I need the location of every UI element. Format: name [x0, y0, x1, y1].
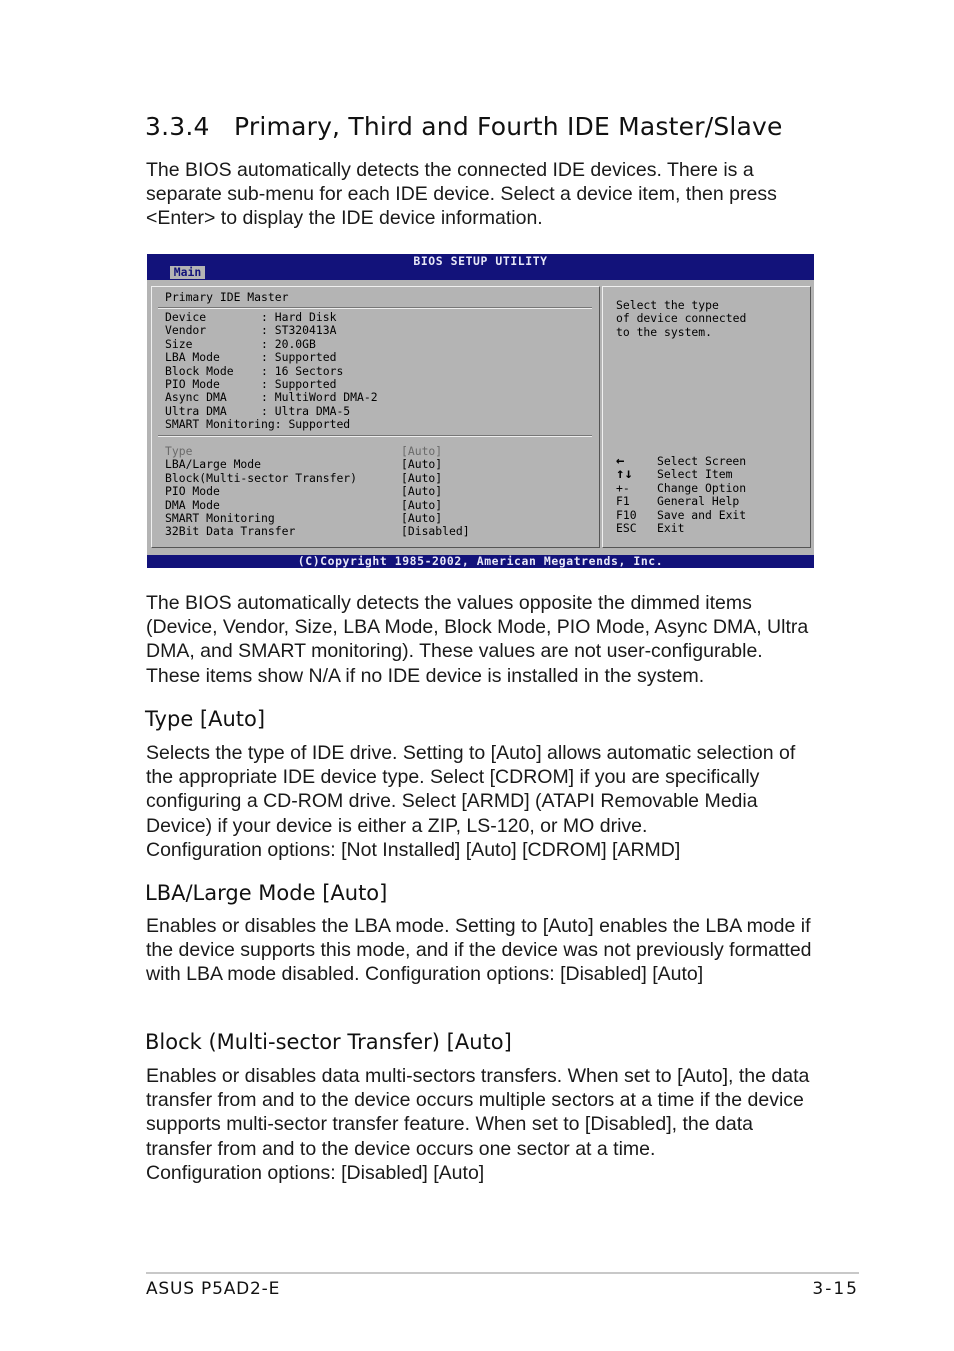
key-row: ESC Exit — [616, 520, 685, 535]
setting-32bit-data-transfer[interactable]: 32Bit Data Transfer — [165, 524, 296, 539]
key-legend — [616, 455, 746, 535]
heading-block-transfer: Block (Multi-sector Transfer) [Auto] — [145, 1030, 512, 1054]
bios-left-panel — [151, 286, 600, 548]
key-row: ↑↓ Select Item — [616, 466, 733, 483]
heading-lba-large-mode: LBA/Large Mode [Auto] — [145, 881, 388, 905]
left-arrow-icon: ← — [616, 453, 625, 469]
after-bios-paragraph: The BIOS automatically detects the values opposite the dimmed items (Device, Vendor, Size, LBA Mode, Block Mode, PIO Mode, Async DMA, Ultra DMA, and SMART monitoring). These values are not user-configurable. These items show N/A if no IDE device is installed in the system. — [146, 592, 809, 687]
key-row: F10 Save and Exit — [616, 507, 747, 522]
footer-divider — [146, 1272, 859, 1274]
setting-type-value[interactable]: [Auto] — [401, 444, 443, 458]
setting-smart-monitoring[interactable]: SMART Monitoring — [165, 511, 275, 525]
setting-value[interactable]: [Disabled] — [401, 524, 470, 539]
divider — [158, 307, 592, 309]
setting-type[interactable]: Type — [165, 444, 193, 458]
divider — [158, 435, 592, 437]
setting-value[interactable]: [Auto] — [401, 470, 443, 485]
section-title: 3.3.4 Primary, Third and Fourth IDE Master/Slave — [145, 112, 783, 141]
intro-paragraph: The BIOS automatically detects the connected IDE devices. There is a separate sub-menu for each IDE device. Select a device item, then press <Enter> to display the IDE device information. — [146, 159, 777, 230]
info-row: SMART Monitoring: Supported — [165, 417, 351, 432]
help-text-line: Select the type — [616, 298, 719, 312]
help-text-line: to the system. — [616, 324, 713, 339]
bios-help-panel — [602, 286, 811, 548]
type-description: Selects the type of IDE drive. Setting to [Auto] allows automatic selection of the appropriate IDE device type. Select [CDROM] if you are specifically configuring a CD-ROM drive. Select [ARMD] (ATAPI Removable Media Device) if your device is either a ZIP, LS-120, or MO drive. — [146, 742, 796, 837]
bios-title-bar — [147, 254, 814, 280]
info-row: Ultra DMA : Ultra DMA-5 — [165, 403, 351, 418]
setting-pio-mode[interactable]: PIO Mode — [165, 484, 220, 499]
tab-main[interactable]: Main — [170, 266, 205, 279]
bios-screenshot — [147, 254, 814, 568]
info-row: Device : Hard Disk — [165, 310, 337, 324]
type-options: Configuration options: [Not Installed] [Auto] [CDROM] [ARMD] — [146, 839, 681, 861]
block-description: Enables or disables data multi-sectors transfers. When set to [Auto], the data transfer from and to the device occurs multiple sectors at a time if the device supports multi-sector transfer feature. When set to [Disabled], the data transfer from and to the device occurs one sector at a time. — [146, 1065, 810, 1160]
setting-block-multi-sector[interactable]: Block(Multi-sector Transfer) — [165, 470, 358, 485]
setting-dma-mode[interactable]: DMA Mode — [165, 497, 220, 512]
panel-heading: Primary IDE Master — [165, 290, 289, 304]
info-row: Block Mode : 16 Sectors — [165, 363, 344, 378]
footer-product: ASUS P5AD2-E — [146, 1279, 281, 1299]
block-options: Configuration options: [Disabled] [Auto] — [146, 1162, 485, 1184]
key-row: ← Select Screen — [616, 453, 747, 469]
info-row: PIO Mode : Supported — [165, 377, 337, 391]
page-number: 3-15 — [812, 1279, 859, 1299]
info-row: Vendor : ST320413A — [165, 323, 337, 338]
info-row: Async DMA : MultiWord DMA-2 — [165, 390, 378, 405]
info-row: Size : 20.0GB — [165, 336, 316, 351]
lba-description: Enables or disables the LBA mode. Setting to [Auto] enables the LBA mode if the device supports this mode, and if the device was not previously formatted with LBA mode disabled. Configuration options: [Disabled] [Auto] — [146, 915, 812, 986]
setting-value[interactable]: [Auto] — [401, 484, 443, 499]
bios-copyright-bar: (C)Copyright 1985-2002, American Megatrends, Inc. — [147, 555, 814, 568]
up-down-arrow-icon: ↑↓ — [616, 466, 633, 483]
setting-value[interactable]: [Auto] — [401, 497, 443, 512]
info-row: LBA Mode : Supported — [165, 350, 337, 365]
key-row: +- Change Option — [616, 480, 747, 495]
setting-value[interactable]: [Auto] — [401, 457, 443, 472]
bios-title: BIOS SETUP UTILITY — [413, 254, 548, 268]
key-row: F1 General Help — [616, 494, 740, 509]
setting-value[interactable]: [Auto] — [401, 511, 443, 525]
heading-type: Type [Auto] — [145, 707, 266, 731]
help-text-line: of device connected — [616, 311, 747, 326]
setting-lba-large-mode[interactable]: LBA/Large Mode — [165, 457, 262, 472]
